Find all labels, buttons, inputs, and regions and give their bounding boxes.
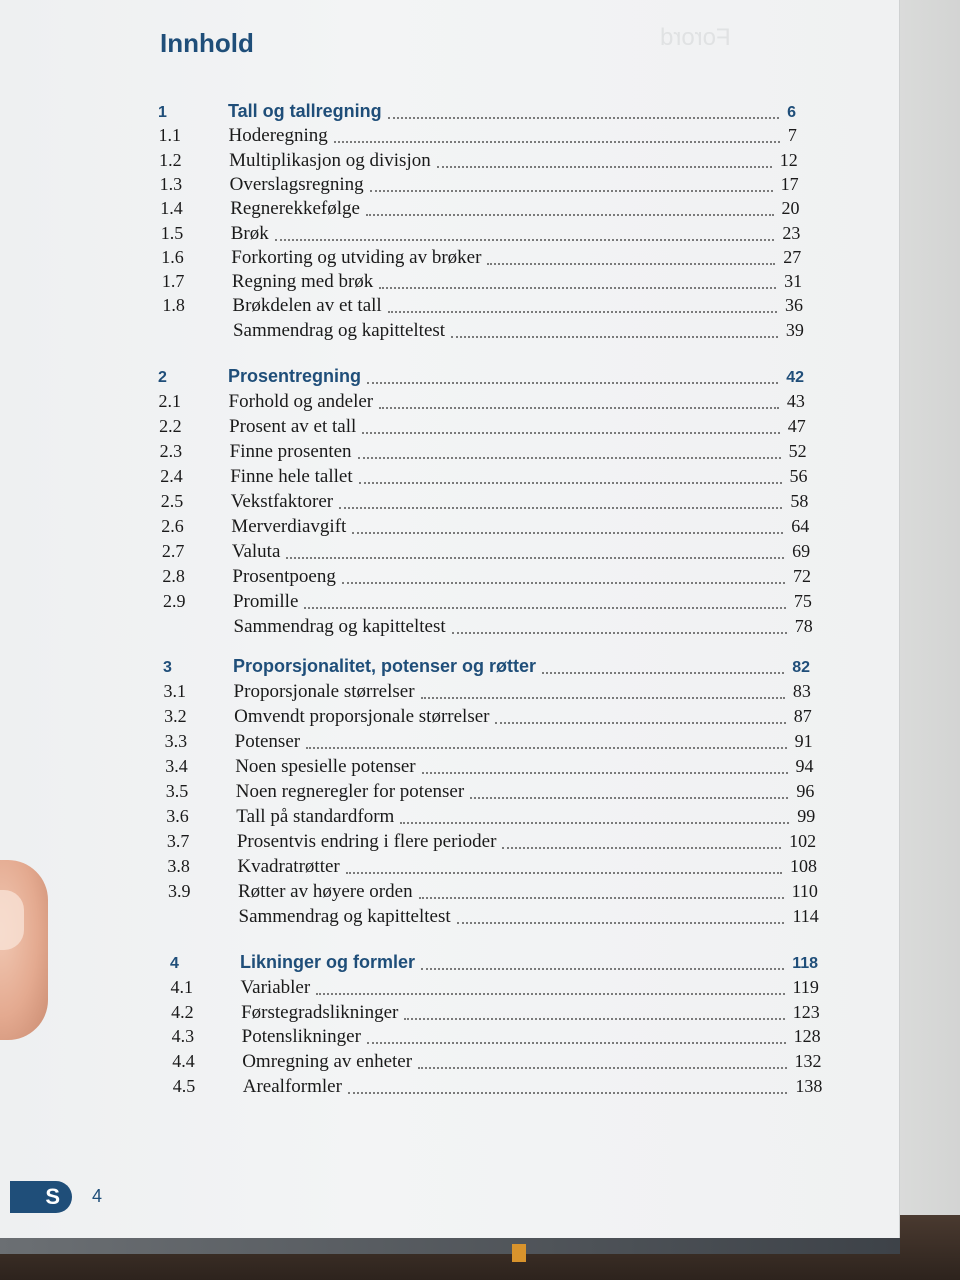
toc-entry-row bbox=[167, 856, 817, 882]
chapter-title: Prosentregning bbox=[228, 366, 362, 386]
section-title: Brøkdelen av et tall bbox=[232, 295, 382, 317]
section-title: Noen spesielle potenser bbox=[235, 756, 416, 777]
section-number: 1.4 bbox=[160, 198, 183, 219]
toc-entry-row bbox=[163, 591, 812, 617]
dot-leader bbox=[418, 1067, 786, 1069]
section-page-number: 83 bbox=[792, 681, 811, 701]
section-page-number: 52 bbox=[788, 441, 807, 461]
section-number: 3.1 bbox=[163, 681, 187, 701]
section-page-number: 23 bbox=[782, 222, 801, 243]
toc-entry-row bbox=[164, 706, 812, 732]
toc-entry-row bbox=[161, 491, 809, 517]
section-number: 2.3 bbox=[159, 441, 183, 461]
dot-leader bbox=[487, 263, 775, 265]
dot-leader bbox=[422, 772, 788, 774]
section-number: 2.9 bbox=[162, 591, 186, 611]
section-number: 1.2 bbox=[159, 149, 182, 170]
dot-leader bbox=[379, 287, 776, 289]
section-page-number: 119 bbox=[792, 976, 819, 997]
section-page-number: 47 bbox=[787, 416, 806, 436]
section-title: Førstegradslikninger bbox=[241, 1001, 399, 1023]
toc-entry-row bbox=[161, 223, 801, 249]
section-title: Potenslikninger bbox=[241, 1026, 361, 1048]
toc-entry-row bbox=[161, 247, 801, 273]
section-title: Valuta bbox=[231, 541, 281, 562]
section-number: 4.2 bbox=[171, 1001, 194, 1022]
toc-entry-row bbox=[172, 1026, 821, 1052]
section-number: 4.4 bbox=[172, 1051, 195, 1072]
section-tab: S bbox=[10, 1181, 72, 1213]
section-title: Prosentvis endring i flere perioder bbox=[236, 831, 497, 852]
toc-entry-row bbox=[166, 781, 815, 807]
section-title: Arealformler bbox=[242, 1076, 342, 1097]
dot-leader bbox=[379, 407, 779, 409]
section-page-number: 27 bbox=[783, 246, 802, 267]
toc-entry-row bbox=[161, 516, 809, 542]
section-title: Finne hele tallet bbox=[230, 466, 353, 487]
toc-entry-row bbox=[171, 977, 819, 1003]
section-page-number: 75 bbox=[793, 591, 812, 611]
bleed-through-text: Forord bbox=[660, 24, 731, 51]
section-title: Multiplikasjon og divisjon bbox=[229, 149, 431, 171]
section-number: 3.5 bbox=[165, 781, 189, 801]
section-page-number: 102 bbox=[789, 831, 817, 851]
toc-entry-row bbox=[171, 1002, 820, 1028]
chapter-number: 3 bbox=[163, 659, 172, 676]
dot-leader bbox=[388, 117, 779, 119]
section-title: Variabler bbox=[240, 976, 311, 998]
section-title: Noen regneregler for potenser bbox=[235, 781, 465, 802]
section-title: Omvendt proporsjonale størrelser bbox=[234, 706, 490, 727]
section-number: 1.5 bbox=[160, 222, 184, 243]
toc-entry-row bbox=[163, 320, 804, 346]
dot-leader bbox=[437, 166, 772, 168]
section-number: 4.3 bbox=[171, 1026, 195, 1047]
section-page-number: 36 bbox=[785, 295, 804, 316]
section-page-number: 39 bbox=[785, 319, 804, 340]
section-page-number: 7 bbox=[787, 125, 797, 146]
section-title: Finne prosenten bbox=[229, 441, 352, 462]
dot-leader bbox=[452, 632, 787, 634]
chapter-title: Tall og tallregning bbox=[228, 101, 382, 121]
section-title: Merverdiavgift bbox=[231, 516, 347, 537]
section-page-number: 78 bbox=[794, 616, 813, 636]
section-title: Sammendrag og kapitteltest bbox=[232, 319, 446, 341]
section-title: Prosent av et tall bbox=[229, 416, 357, 437]
section-title: Sammendrag og kapitteltest bbox=[233, 616, 446, 637]
dot-leader bbox=[421, 968, 784, 970]
section-title: Tall på standardform bbox=[236, 806, 395, 827]
section-page-number: 114 bbox=[792, 906, 819, 926]
section-number: 1.1 bbox=[158, 125, 182, 146]
dot-leader bbox=[400, 822, 789, 824]
section-page-number: 43 bbox=[786, 391, 805, 411]
toc-entry-row bbox=[166, 806, 815, 832]
dot-leader bbox=[542, 672, 784, 674]
section-title: Overslagsregning bbox=[229, 173, 364, 195]
section-title: Vekstfaktorer bbox=[230, 491, 334, 512]
toc-entry-row bbox=[159, 391, 805, 417]
dot-leader bbox=[306, 747, 787, 749]
chapter-page-number: 6 bbox=[787, 104, 796, 121]
section-title: Potenser bbox=[234, 731, 301, 752]
dot-leader bbox=[367, 382, 778, 384]
section-page-number: 12 bbox=[779, 149, 798, 170]
dot-leader bbox=[346, 872, 782, 874]
section-number: 2.2 bbox=[159, 416, 182, 436]
toc-entry-row bbox=[165, 756, 813, 782]
section-number: 1.3 bbox=[159, 173, 183, 194]
dot-leader bbox=[348, 1092, 787, 1094]
section-page-number: 20 bbox=[781, 198, 800, 219]
toc-chapter-row bbox=[158, 366, 804, 392]
toc-entry-row bbox=[162, 566, 811, 592]
toc-entry-row bbox=[168, 881, 818, 907]
dot-leader bbox=[352, 532, 783, 534]
dot-leader bbox=[275, 239, 775, 241]
section-page-number: 72 bbox=[793, 566, 812, 586]
section-page-number: 96 bbox=[796, 781, 815, 801]
section-number: 3.9 bbox=[167, 881, 191, 901]
toc-entry-row bbox=[159, 416, 806, 442]
toc-entry-row bbox=[165, 731, 813, 757]
section-page-number: 87 bbox=[793, 706, 812, 726]
section-number: 4.5 bbox=[172, 1076, 196, 1096]
dot-leader bbox=[339, 507, 782, 509]
dot-leader bbox=[370, 190, 773, 192]
toc-entry-row bbox=[169, 906, 819, 932]
chapter-number: 2 bbox=[158, 369, 167, 386]
toc-entry-row bbox=[172, 1051, 821, 1077]
toc-entry-row bbox=[159, 150, 798, 176]
toc-entry-row bbox=[162, 271, 802, 297]
thumb-holding-page bbox=[0, 860, 48, 1040]
section-title: Forkorting og utviding av brøker bbox=[231, 246, 482, 268]
section-page-number: 31 bbox=[784, 271, 803, 292]
section-page-number: 94 bbox=[795, 756, 814, 776]
dot-leader bbox=[342, 582, 785, 584]
section-number: 2.1 bbox=[158, 391, 182, 411]
dot-leader bbox=[388, 311, 777, 313]
section-title: Omregning av enheter bbox=[242, 1051, 413, 1073]
section-page-number: 132 bbox=[794, 1051, 822, 1072]
section-page-number: 58 bbox=[790, 491, 809, 511]
toc-chapter-row bbox=[158, 101, 796, 127]
toc-entry-row bbox=[162, 541, 810, 567]
section-number: 3.7 bbox=[166, 831, 190, 851]
section-number: 3.6 bbox=[166, 806, 189, 826]
section-number: 2.6 bbox=[161, 516, 184, 536]
chapter-title: Likninger og formler bbox=[240, 952, 416, 972]
chapter-title: Proporsjonalitet, potenser og røtter bbox=[233, 656, 537, 676]
section-number: 4.1 bbox=[170, 976, 194, 997]
dot-leader bbox=[367, 1042, 786, 1044]
chapter-page-number: 82 bbox=[792, 659, 810, 676]
book-spine-mark bbox=[512, 1244, 526, 1262]
section-title: Røtter av høyere orden bbox=[237, 881, 413, 902]
section-title: Regnerekkefølge bbox=[230, 198, 360, 220]
section-number: 2.7 bbox=[161, 541, 185, 561]
dot-leader bbox=[286, 557, 784, 559]
dot-leader bbox=[502, 847, 781, 849]
toc-entry-row bbox=[160, 466, 807, 492]
dot-leader bbox=[451, 336, 778, 338]
dot-leader bbox=[316, 993, 784, 995]
section-number: 1.7 bbox=[161, 271, 185, 292]
section-title: Forhold og andeler bbox=[228, 391, 374, 412]
dot-leader bbox=[304, 607, 786, 609]
section-number: 2.8 bbox=[162, 566, 185, 586]
chapter-number: 1 bbox=[158, 104, 167, 121]
dot-leader bbox=[358, 457, 781, 459]
chapter-page-number: 118 bbox=[792, 955, 818, 972]
section-number: 1.6 bbox=[161, 246, 184, 267]
section-number: 3.8 bbox=[167, 856, 190, 876]
page-title: Innhold bbox=[160, 28, 254, 58]
section-number: 1.8 bbox=[162, 295, 185, 316]
toc-entry-row bbox=[164, 681, 811, 707]
dot-leader bbox=[495, 722, 785, 724]
section-number: 3.2 bbox=[164, 706, 187, 726]
dot-leader bbox=[362, 432, 779, 434]
section-page-number: 17 bbox=[780, 173, 799, 194]
dot-leader bbox=[470, 797, 788, 799]
section-page-number: 64 bbox=[791, 516, 810, 536]
dot-leader bbox=[421, 697, 785, 699]
thumb-nail bbox=[0, 890, 24, 950]
section-page-number: 123 bbox=[792, 1001, 820, 1022]
section-page-number: 56 bbox=[789, 466, 808, 486]
toc-entry-row bbox=[160, 198, 799, 224]
toc-entry-row bbox=[173, 1076, 823, 1102]
section-title: Hoderegning bbox=[228, 125, 328, 147]
toc-entry-row bbox=[159, 125, 797, 151]
toc-entry-row bbox=[160, 441, 807, 467]
section-page-number: 99 bbox=[797, 806, 816, 826]
section-page-number: 91 bbox=[794, 731, 813, 751]
section-title: Sammendrag og kapitteltest bbox=[238, 906, 451, 927]
section-number: 2.4 bbox=[160, 466, 183, 486]
dot-leader bbox=[366, 214, 774, 216]
dot-leader bbox=[404, 1018, 784, 1020]
dot-leader bbox=[334, 141, 780, 143]
toc-chapter-row bbox=[170, 952, 818, 978]
chapter-number: 4 bbox=[170, 955, 179, 972]
toc-entry-row bbox=[164, 616, 813, 642]
toc-entry-row bbox=[162, 295, 803, 321]
section-page-number: 110 bbox=[791, 881, 818, 901]
toc-entry-row bbox=[167, 831, 816, 857]
dot-leader bbox=[457, 922, 785, 924]
section-title: Brøk bbox=[230, 222, 269, 244]
section-number: 2.5 bbox=[160, 491, 184, 511]
page-number: 4 bbox=[92, 1186, 103, 1206]
toc-entry-row bbox=[160, 174, 799, 200]
dot-leader bbox=[419, 897, 784, 899]
section-title: Regning med brøk bbox=[231, 271, 374, 293]
section-page-number: 138 bbox=[795, 1076, 823, 1096]
section-title: Proporsjonale størrelser bbox=[233, 681, 415, 702]
section-title: Promille bbox=[232, 591, 299, 612]
toc-chapter-row bbox=[163, 656, 810, 682]
section-page-number: 69 bbox=[792, 541, 811, 561]
section-number: 3.3 bbox=[164, 731, 188, 751]
dot-leader bbox=[359, 482, 782, 484]
section-number: 3.4 bbox=[165, 756, 188, 776]
section-page-number: 128 bbox=[793, 1026, 821, 1047]
section-title: Kvadratrøtter bbox=[237, 856, 340, 877]
chapter-page-number: 42 bbox=[786, 369, 804, 386]
section-page-number: 108 bbox=[790, 856, 818, 876]
section-title: Prosentpoeng bbox=[232, 566, 336, 587]
